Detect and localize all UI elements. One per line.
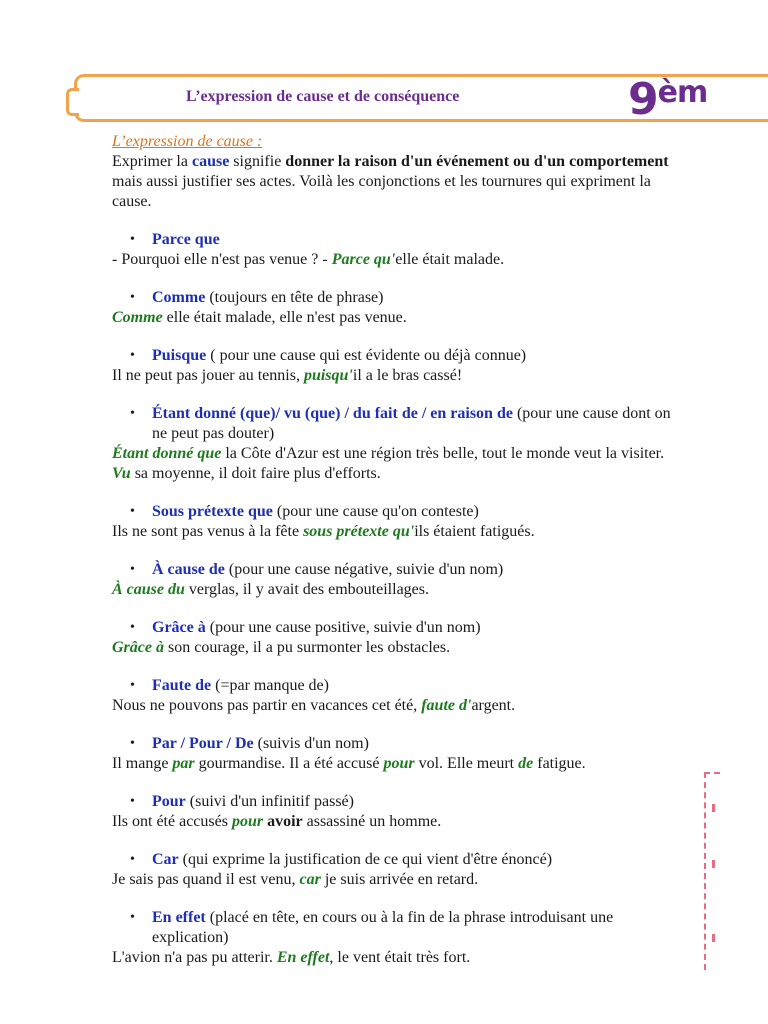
example-highlight: pour [231,813,264,830]
example-text: assassiné un homme. [302,813,442,830]
example-sentence [112,308,682,328]
usage-note: (pour une cause qu'on conteste) [272,503,479,520]
example-text: Ils ont été accusés [112,813,232,830]
conjunction-keyword: Puisque [152,347,207,364]
example-sentence [112,444,682,464]
list-item-heading [112,560,682,580]
example-sentence [112,870,682,890]
grade-number: 9 [628,74,658,125]
usage-note: (suivi d'un infinitif passé) [185,793,354,810]
example-highlight: pour [383,755,415,772]
usage-note: (placé en tête, en cours ou à la fin de la phrase introduisant une explication) [152,909,614,946]
example-text: Il ne peut pas jouer au tennis, [112,367,304,384]
bullet-icon: • [130,562,135,577]
conjunction-keyword: Comme [152,289,206,306]
example-sentence [112,522,682,542]
usage-note: ( pour une cause qui est évidente ou déjà connue) [206,347,527,364]
section-title: L’expression de cause : [112,133,263,150]
intro-keyword: cause [191,153,230,170]
example-text: - Pourquoi elle n'est pas venue ? - [112,251,332,268]
list-item [112,618,682,658]
example-sentence [112,696,682,716]
intro-text-3: mais aussi justifier ses actes. Voilà les conjonctions et les tournures qui expriment la cause. [112,173,651,210]
bullet-icon: • [130,736,135,751]
example-text: , le vent était très fort. [329,949,471,966]
bullet-icon: • [130,290,135,305]
list-item [112,676,682,716]
example-highlight: puisqu' [303,367,353,384]
list-item [112,230,682,270]
list-item [112,908,682,968]
bullet-icon: • [130,678,135,693]
example-sentence [112,580,682,600]
list-item-heading [112,502,682,522]
usage-note: (qui exprime la justification de ce qui vient d'être énoncé) [178,851,553,868]
cause-list [112,230,682,968]
conjunction-keyword: Grâce à [152,619,206,636]
example-text: Il mange [112,755,173,772]
example-highlight: faute d' [421,697,472,714]
example-highlight: À cause du [112,581,185,598]
example-text: gourmandise. Il a été accusé [194,755,384,772]
conjunction-keyword: Par / Pour / De [152,735,254,752]
example-highlight: En effet [276,949,330,966]
list-item [112,404,682,484]
conjunction-keyword: Pour [152,793,186,810]
bullet-icon: • [130,232,135,247]
intro-bold: donner la raison d'un événement ou d'un comportement [285,153,669,170]
list-item-heading [112,792,682,812]
usage-note: (pour une cause positive, suivie d'un nom) [205,619,481,636]
list-item [112,346,682,386]
intro-text-2: signifie [229,153,286,170]
list-item [112,850,682,890]
grade-label [628,74,707,125]
intro-paragraph [112,152,682,212]
example-highlight: par [172,755,195,772]
conjunction-keyword: Faute de [152,677,212,694]
list-item-heading [112,346,682,366]
list-item-heading [112,676,682,696]
side-decoration [704,772,720,970]
conjunction-keyword: En effet [152,909,206,926]
example-text: ils étaient fatigués. [414,523,535,540]
bullet-icon: • [130,852,135,867]
example-text: fatigue. [533,755,586,772]
bullet-icon: • [130,620,135,635]
list-item-heading [112,618,682,638]
bullet-icon: • [130,504,135,519]
list-item-heading [112,230,682,250]
list-item-heading [112,850,682,870]
list-item [112,734,682,774]
bullet-icon: • [130,348,135,363]
example-text: Je sais pas quand il est venu, [112,871,300,888]
example-sentence [112,638,682,658]
banner-tab [66,88,79,116]
conjunction-keyword: Car [152,851,179,868]
list-item-heading [112,734,682,754]
list-item [112,502,682,542]
example-text: il a le bras cassé! [352,367,463,384]
example-text: sa moyenne, il doit faire plus d'efforts. [130,465,381,482]
example-text: argent. [471,697,516,714]
example-text: elle était malade, elle n'est pas venue. [162,309,407,326]
grade-suffix: èm [657,75,708,110]
page-title: L’expression de cause et de conséquence [186,88,460,105]
usage-note: (pour une cause dont on ne peut pas douter) [152,405,671,442]
example-sentence [112,366,682,386]
example-text: son courage, il a pu surmonter les obstacles. [163,639,451,656]
example-highlight: Grâce à [112,639,164,656]
list-item-heading [112,404,682,444]
example-text: avoir [263,813,303,830]
conjunction-keyword: Sous prétexte que [152,503,273,520]
bullet-icon: • [130,406,135,421]
bullet-icon: • [130,910,135,925]
example-sentence [112,948,682,968]
example-highlight: Vu [112,465,131,482]
example-text: verglas, il y avait des embouteillages. [184,581,429,598]
conjunction-keyword: Étant donné (que)/ vu (que) / du fait de / en raison de [152,405,513,422]
list-item [112,288,682,328]
example-sentence [112,464,682,484]
list-item-heading [112,288,682,308]
example-text: la Côte d'Azur est une région très belle, tout le monde veut la visiter. [221,445,665,462]
example-text: elle était malade. [395,251,505,268]
example-text: Ils ne sont pas venus à la fête [112,523,304,540]
example-highlight: Comme [112,309,163,326]
example-highlight: Parce qu' [331,251,396,268]
example-sentence [112,250,682,270]
example-text: vol. Elle meurt [414,755,519,772]
list-item [112,560,682,600]
conjunction-keyword: Parce que [152,231,220,248]
list-item [112,792,682,832]
usage-note: (toujours en tête de phrase) [205,289,384,306]
example-highlight: sous prétexte qu' [303,523,415,540]
document-body [112,132,682,968]
conjunction-keyword: À cause de [152,561,225,578]
example-highlight: car [299,871,321,888]
example-highlight: de [518,755,534,772]
intro-text-1: Exprimer la [112,153,192,170]
example-sentence [112,812,682,832]
usage-note: (=par manque de) [211,677,329,694]
example-sentence [112,754,682,774]
usage-note: (pour une cause négative, suivie d'un nom) [224,561,504,578]
usage-note: (suivis d'un nom) [253,735,369,752]
example-text: je suis arrivée en retard. [320,871,479,888]
example-text: Nous ne pouvons pas partir en vacances cet été, [112,697,422,714]
list-item-heading [112,908,682,948]
example-text: L'avion n'a pas pu atterir. [112,949,277,966]
example-highlight: Étant donné que [112,445,222,462]
bullet-icon: • [130,794,135,809]
